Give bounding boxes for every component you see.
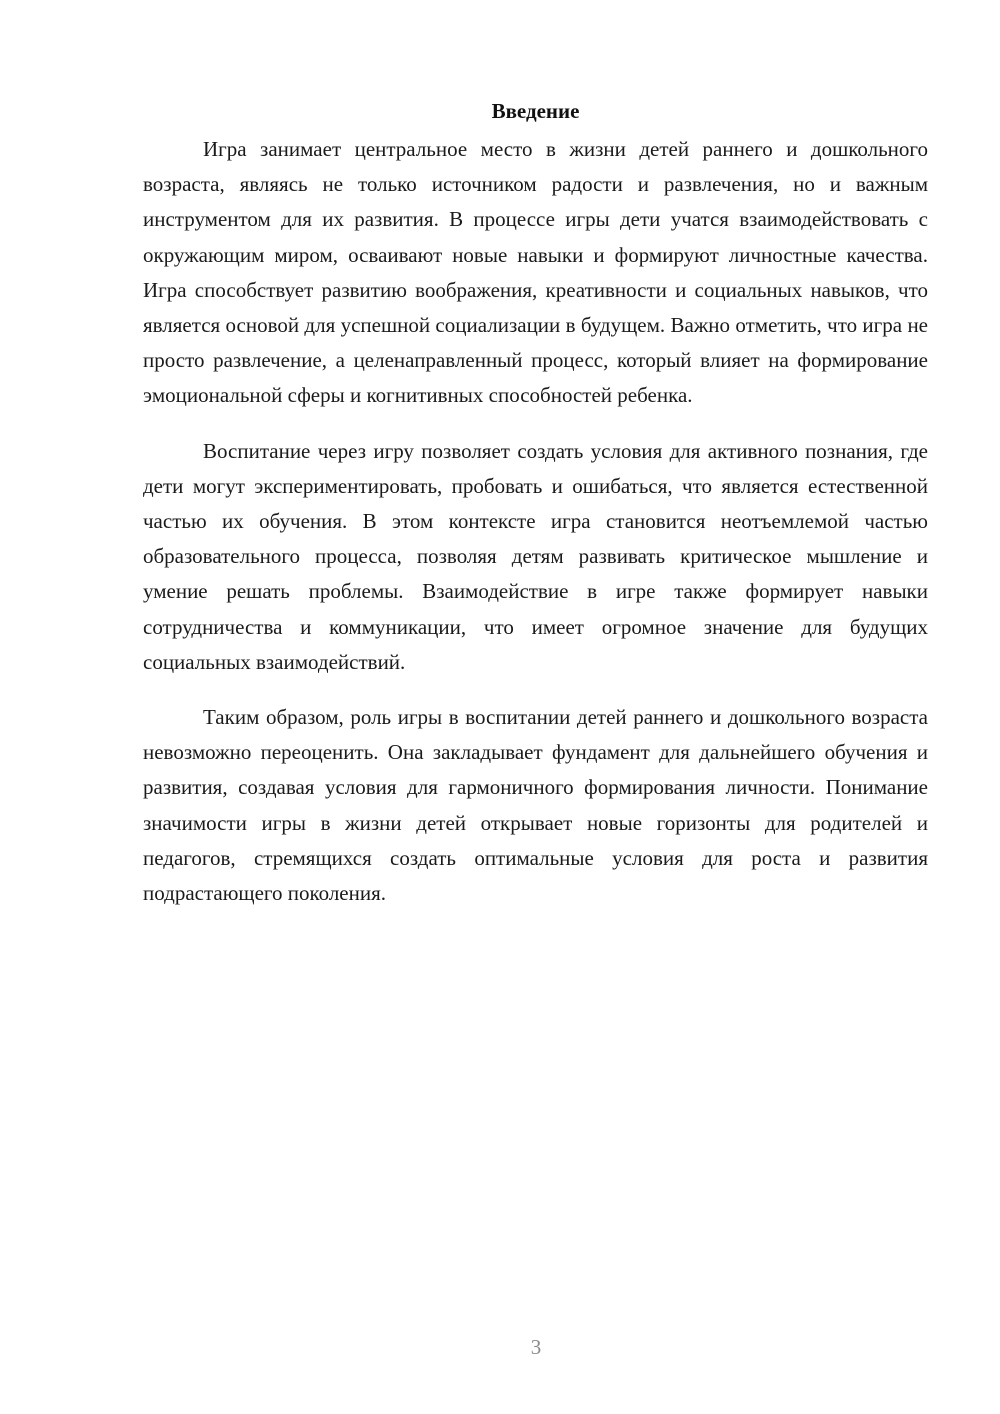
paragraph-3: Таким образом, роль игры в воспитании детей раннего и дошкольного возраста невозможно переоценить. Она закладывает фундамент для дальнейшего обучения и развития, создавая условия для гармоничного формирования личности. Понимание значимости игры в жизни детей открывает новые горизонты для родителей и педагогов, стремящихся создать оптимальные условия для роста и развития подрастающего поколения.: [143, 705, 928, 906]
paragraph-2: Воспитание через игру позволяет создать условия для активного познания, где дети могут экспериментировать, пробовать и ошибаться, что является естественной частью их обучения. В этом контексте игра становится неотъемлемой частью образовательного процесса, позволяя детям развивать критическое мышление и умение решать проблемы. Взаимодействие в игре также формирует навыки сотрудничества и коммуникации, что имеет огромное значение для будущих социальных взаимодействий.: [143, 438, 928, 674]
page-content: [143, 96, 928, 911]
page-number: 3: [530, 1335, 542, 1359]
paragraph-1: Игра занимает центральное место в жизни детей раннего и дошкольного возраста, являясь не только источником радости и развлечения, но и важным инструментом для их развития. В процессе игры дети учатся взаимодействовать с окружающим миром, осваивают новые навыки и формируют личностные качества. Игра способствует развитию воображения, креативности и социальных навыков, что является основой для успешной социализации в будущем. Важно отметить, что игра не просто развлечение, а целенаправленный процесс, который влияет на формирование эмоциональной сферы и когнитивных способностей ребенка.: [143, 137, 928, 408]
section-title: Введение: [491, 99, 580, 123]
